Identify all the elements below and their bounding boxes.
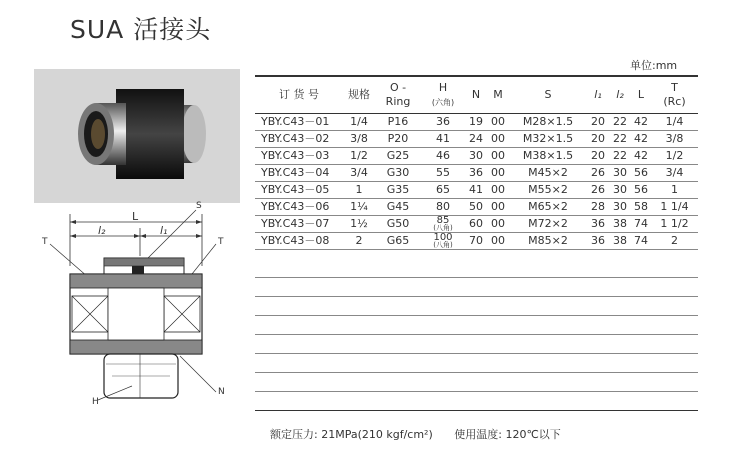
cell-l1: 26 xyxy=(587,165,609,182)
table-row xyxy=(255,114,698,131)
table-row xyxy=(255,199,698,216)
table-row xyxy=(255,165,698,182)
cell-l1: 26 xyxy=(587,182,609,199)
page-title: SUA 活接头 xyxy=(70,15,212,44)
blank-row-line xyxy=(255,296,698,297)
header-l1: l₁ xyxy=(587,76,609,114)
cell-spec: 2 xyxy=(343,233,375,250)
operating-temperature: 使用温度: 120℃以下 xyxy=(454,428,561,441)
cross-section-diagram xyxy=(36,196,246,412)
cell-s: M65×2 xyxy=(509,199,587,216)
cell-l: 74 xyxy=(631,233,651,250)
table-bottom-line xyxy=(255,410,698,411)
cell-t: 3/4 xyxy=(651,165,698,182)
cell-code: YBY.C43－07 xyxy=(255,216,343,233)
cell-s: M45×2 xyxy=(509,165,587,182)
table-header-row xyxy=(255,76,698,114)
cell-spec: 1/2 xyxy=(343,148,375,165)
table-row xyxy=(255,131,698,148)
cell-code: YBY.C43－06 xyxy=(255,199,343,216)
blank-row-line xyxy=(255,353,698,354)
label-t-left: T xyxy=(42,237,48,247)
cell-oring: G25 xyxy=(375,148,421,165)
cell-l2: 22 xyxy=(609,131,631,148)
cell-h: 55 xyxy=(421,165,465,182)
product-photo xyxy=(34,69,240,203)
table-row xyxy=(255,216,698,233)
union-fitting-image xyxy=(34,69,240,203)
cell-n: 70 xyxy=(465,233,487,250)
cell-l1: 20 xyxy=(587,148,609,165)
cell-l: 42 xyxy=(631,131,651,148)
header-t: T (Rc) xyxy=(651,76,698,114)
cell-l: 56 xyxy=(631,165,651,182)
blank-row-line xyxy=(255,334,698,335)
cell-s: M38×1.5 xyxy=(509,148,587,165)
cell-l2: 22 xyxy=(609,114,631,131)
cell-spec: 3/4 xyxy=(343,165,375,182)
blank-row-line xyxy=(255,315,698,316)
cell-m: 00 xyxy=(487,216,509,233)
cell-t: 1 1/2 xyxy=(651,216,698,233)
cell-l: 74 xyxy=(631,216,651,233)
cell-l: 56 xyxy=(631,182,651,199)
table-row xyxy=(255,233,698,250)
cell-n: 30 xyxy=(465,148,487,165)
header-l: L xyxy=(631,76,651,114)
header-oring: O - Ring xyxy=(375,76,421,114)
header-s: S xyxy=(509,76,587,114)
cell-code: YBY.C43－08 xyxy=(255,233,343,250)
blank-row-line xyxy=(255,372,698,373)
cell-oring: P16 xyxy=(375,114,421,131)
cell-m: 00 xyxy=(487,148,509,165)
cell-oring: P20 xyxy=(375,131,421,148)
dim-label-l1: l₁ xyxy=(160,224,168,237)
header-spec: 规格 xyxy=(343,76,375,114)
header-code: 订 货 号 xyxy=(255,76,343,114)
cell-spec: 1/4 xyxy=(343,114,375,131)
cell-code: YBY.C43－03 xyxy=(255,148,343,165)
cell-t: 3/8 xyxy=(651,131,698,148)
cell-oring: G45 xyxy=(375,199,421,216)
cell-s: M32×1.5 xyxy=(509,131,587,148)
dim-label-l: L xyxy=(132,210,139,223)
cell-oring: G30 xyxy=(375,165,421,182)
cell-m: 00 xyxy=(487,165,509,182)
cell-s: M28×1.5 xyxy=(509,114,587,131)
rated-pressure: 额定压力: 21MPa(210 kgf/cm²) xyxy=(270,428,433,441)
cell-code: YBY.C43－01 xyxy=(255,114,343,131)
cell-l2: 22 xyxy=(609,148,631,165)
cell-code: YBY.C43－05 xyxy=(255,182,343,199)
cell-s: M55×2 xyxy=(509,182,587,199)
cell-t: 2 xyxy=(651,233,698,250)
cell-n: 60 xyxy=(465,216,487,233)
cell-n: 50 xyxy=(465,199,487,216)
cell-h: 46 xyxy=(421,148,465,165)
cell-code: YBY.C43－04 xyxy=(255,165,343,182)
cell-h: 85 (八角) xyxy=(421,216,465,233)
cell-l1: 20 xyxy=(587,114,609,131)
cell-s: M85×2 xyxy=(509,233,587,250)
cell-spec: 1½ xyxy=(343,216,375,233)
header-m: M xyxy=(487,76,509,114)
cell-code: YBY.C43－02 xyxy=(255,131,343,148)
cell-m: 00 xyxy=(487,233,509,250)
cell-l2: 38 xyxy=(609,233,631,250)
unit-label: 单位:mm xyxy=(630,59,678,72)
cell-l2: 30 xyxy=(609,199,631,216)
cell-h: 36 xyxy=(421,114,465,131)
cell-m: 00 xyxy=(487,114,509,131)
blank-row-line xyxy=(255,391,698,392)
label-s: S xyxy=(196,201,202,211)
cell-l1: 28 xyxy=(587,199,609,216)
table-row xyxy=(255,148,698,165)
spec-table xyxy=(255,75,698,250)
label-n: N xyxy=(218,387,225,397)
cell-n: 24 xyxy=(465,131,487,148)
header-n: N xyxy=(465,76,487,114)
table-row xyxy=(255,182,698,199)
cell-h: 41 xyxy=(421,131,465,148)
cell-s: M72×2 xyxy=(509,216,587,233)
dim-label-l2: l₂ xyxy=(98,224,106,237)
cell-n: 36 xyxy=(465,165,487,182)
cell-l2: 38 xyxy=(609,216,631,233)
cell-m: 00 xyxy=(487,131,509,148)
cell-t: 1 1/4 xyxy=(651,199,698,216)
cell-h: 80 xyxy=(421,199,465,216)
cell-l2: 30 xyxy=(609,182,631,199)
cell-l1: 20 xyxy=(587,131,609,148)
cell-l: 42 xyxy=(631,148,651,165)
cell-n: 19 xyxy=(465,114,487,131)
label-t-right: T xyxy=(218,237,224,247)
cell-oring: G65 xyxy=(375,233,421,250)
footer-notes xyxy=(270,426,579,442)
cell-t: 1 xyxy=(651,182,698,199)
cell-l: 58 xyxy=(631,199,651,216)
cell-oring: G35 xyxy=(375,182,421,199)
cell-t: 1/4 xyxy=(651,114,698,131)
header-l2: l₂ xyxy=(609,76,631,114)
cell-t: 1/2 xyxy=(651,148,698,165)
label-h: H xyxy=(92,397,99,407)
cell-h: 65 xyxy=(421,182,465,199)
cell-m: 00 xyxy=(487,199,509,216)
header-h: H (六角) xyxy=(421,76,465,114)
cell-l2: 30 xyxy=(609,165,631,182)
cell-h: 100 (八角) xyxy=(421,233,465,250)
cell-l: 42 xyxy=(631,114,651,131)
cell-n: 41 xyxy=(465,182,487,199)
cell-spec: 3/8 xyxy=(343,131,375,148)
cell-l1: 36 xyxy=(587,233,609,250)
blank-row-line xyxy=(255,277,698,278)
cell-spec: 1¼ xyxy=(343,199,375,216)
cell-l1: 36 xyxy=(587,216,609,233)
cell-m: 00 xyxy=(487,182,509,199)
cell-spec: 1 xyxy=(343,182,375,199)
cell-oring: G50 xyxy=(375,216,421,233)
